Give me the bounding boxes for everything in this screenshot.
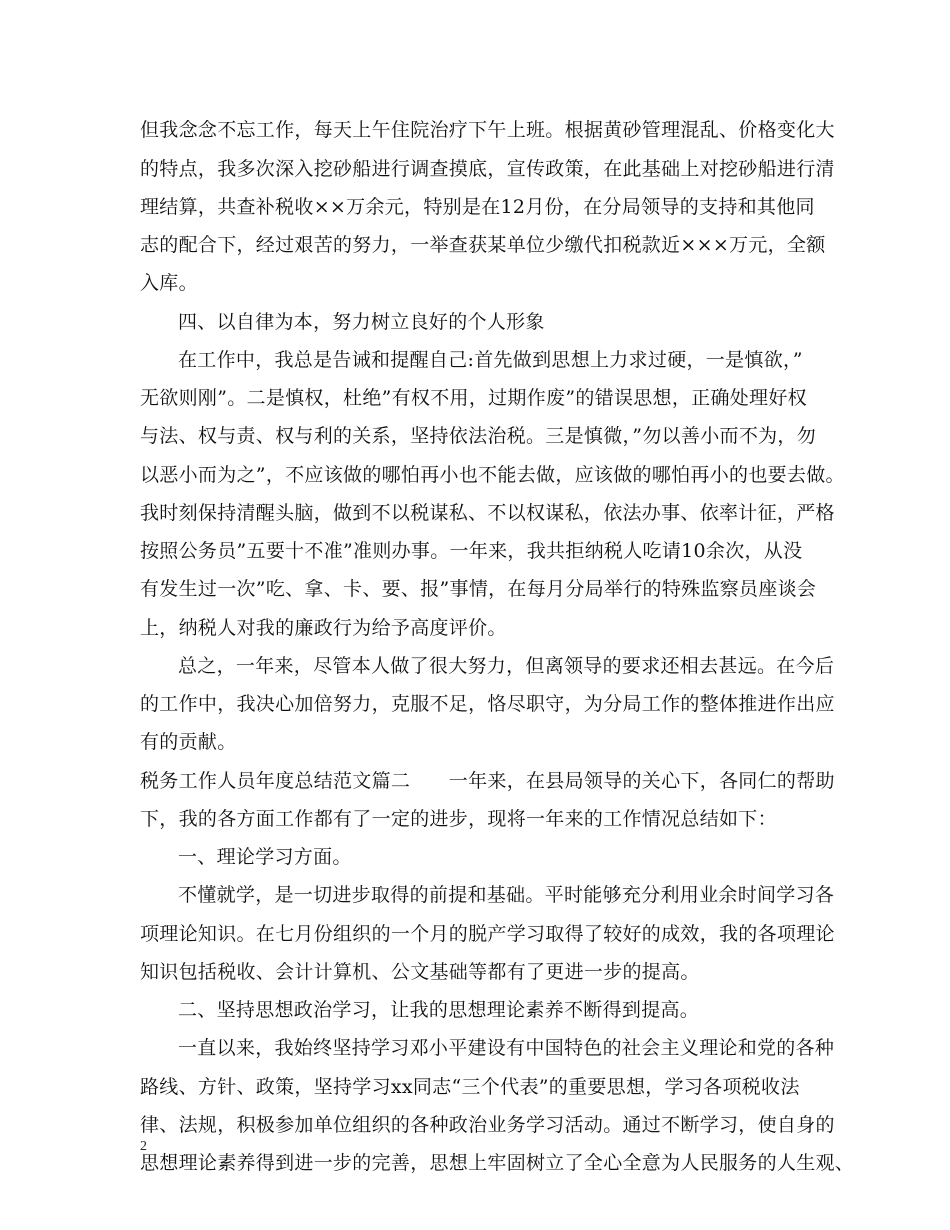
page-number: 2 <box>140 1139 147 1154</box>
body-text-line: 的特点，我多次深入挖砂船进行调查摸底，宣传政策，在此基础上对挖砂船进行清 <box>140 158 835 180</box>
body-text-line: 项理论知识。在七月份组织的一个月的脱产学习取得了较好的成效，我的各项理论 <box>140 923 835 945</box>
body-text-line: 理结算，共查补税收××万余元，特别是在12月份，在分局领导的支持和其他同 <box>140 196 815 218</box>
section-heading: 二、坚持思想政治学习，让我的思想理论素养不断得到提高。 <box>178 999 700 1021</box>
body-text-line: 我时刻保持清醒头脑，做到不以税谋私、不以权谋私，依法办事、依率计征，严格 <box>140 502 835 524</box>
body-text-line: 知识包括税收、会计计算机、公文基础等都有了更进一步的提高。 <box>140 961 700 983</box>
body-text-line: 一直以来，我始终坚持学习邓小平建设有中国特色的社会主义理论和党的各种 <box>178 1037 835 1059</box>
body-text-line: 有发生过一次”吃、拿、卡、要、报”事情，在每月分局举行的特殊监察员座谈会 <box>140 578 817 600</box>
body-text-line: 入库。 <box>140 272 198 294</box>
article-title-line: 税务工作人员年度总结范文篇二 一年来，在县局领导的关心下，各同仁的帮助 <box>140 770 835 792</box>
body-text-line: 路线、方针、政策，坚持学习xx同志“三个代表”的重要思想，学习各项税收法 <box>140 1076 800 1098</box>
body-text-line: 以恶小而为之”，不应该做的哪怕再小也不能去做，应该做的哪怕再小的也要去做。 <box>140 464 845 486</box>
body-text-line: 下，我的各方面工作都有了一定的进步，现将一年来的工作情况总结如下： <box>140 808 777 830</box>
body-text-line: 无欲则刚”。二是慎权，杜绝”有权不用，过期作废”的错误思想，正确处理好权 <box>140 387 807 409</box>
section-heading: 四、以自律为本，努力树立良好的个人形象 <box>178 311 545 333</box>
body-text-line: 思想理论素养得到进一步的完善，思想上牢固树立了全心全意为人民服务的人生观、 <box>140 1152 855 1174</box>
body-text-line: 上，纳税人对我的廉政行为给予高度评价。 <box>140 617 507 639</box>
body-text-line: 与法、权与责、权与利的关系，坚持依法治税。三是慎微，”勿以善小而不为，勿 <box>140 425 817 447</box>
body-text-line: 按照公务员”五要十不准”准则办事。一年来，我共拒纳税人吃请10余次，从没 <box>140 540 803 562</box>
body-text-line: 有的贡献。 <box>140 731 237 753</box>
body-text-line: 的工作中，我决心加倍努力，克服不足，恪尽职守，为分局工作的整体推进作出应 <box>140 693 835 715</box>
body-text-line: 志的配合下，经过艰苦的努力，一举查获某单位少缴代扣税款近×××万元，全额 <box>140 234 826 256</box>
body-text-line: 但我念念不忘工作，每天上午住院治疗下午上班。根据黄砂管理混乱、价格变化大 <box>140 119 835 141</box>
section-heading: 一、理论学习方面。 <box>178 846 352 868</box>
body-text-line: 律、法规，积极参加单位组织的各种政治业务学习活动。通过不断学习，使自身的 <box>140 1114 835 1136</box>
body-text-line: 不懂就学，是一切进步取得的前提和基础。平时能够充分利用业余时间学习各 <box>178 884 835 906</box>
body-text-line: 在工作中，我总是告诫和提醒自己:首先做到思想上力求过硬，一是慎欲，” <box>178 349 803 371</box>
body-text-line: 总之，一年来，尽管本人做了很大努力，但离领导的要求还相去甚远。在今后 <box>178 655 835 677</box>
